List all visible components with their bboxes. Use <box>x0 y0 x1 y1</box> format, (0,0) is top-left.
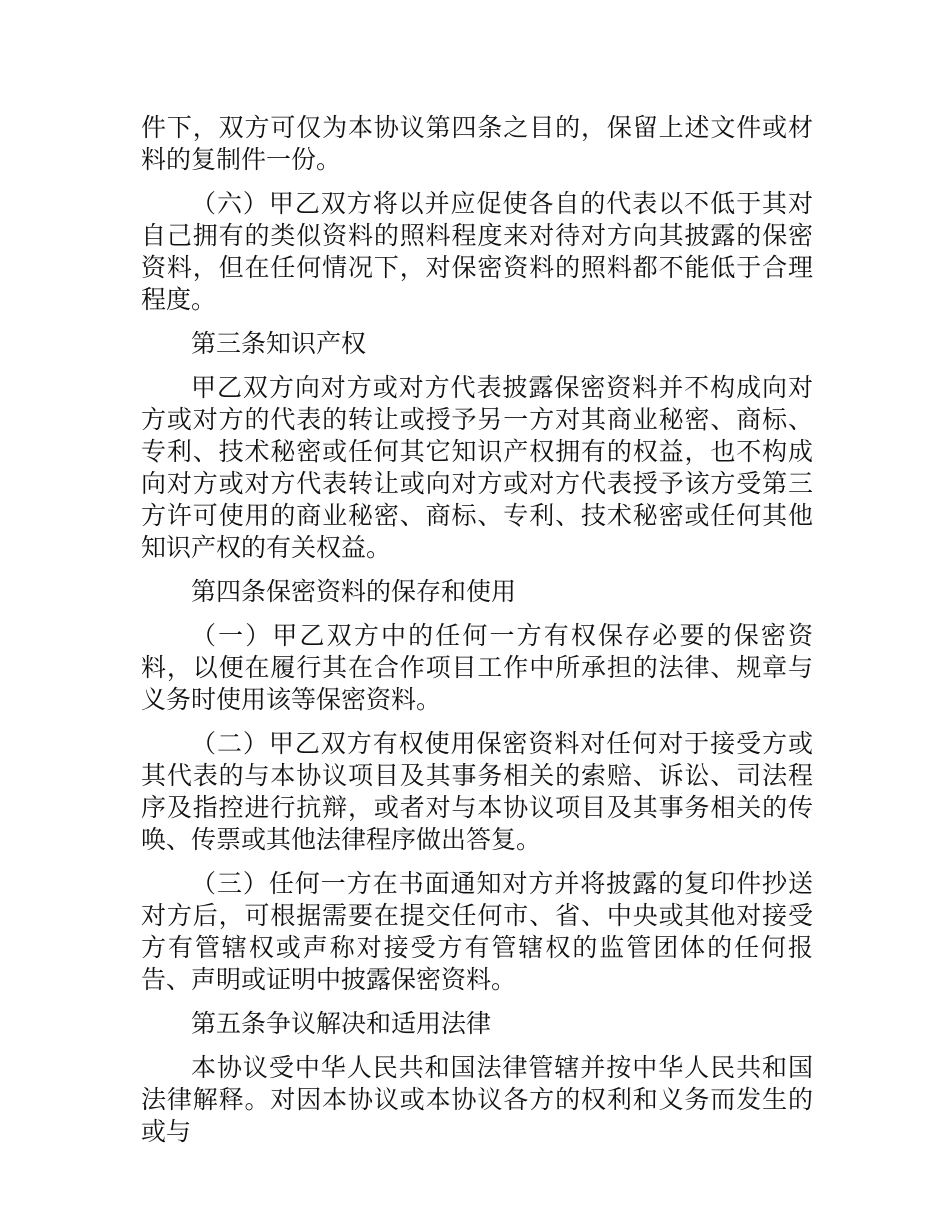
paragraph-article-4-clause-3: （三）任何一方在书面通知对方并将披露的复印件抄送对方后，可根据需要在提交任何市、省、中央或其他对接受方有管辖权或声称对接受方有管辖权的监管团体的任何报告、声明或证明中披露保密资料。 <box>141 869 813 994</box>
document-body <box>141 112 813 1160</box>
article-5-heading: 第五条争议解决和适用法律 <box>191 1009 492 1038</box>
paragraph-article-4-clause-1: （一）甲乙双方中的任何一方有权保存必要的保密资料，以便在履行其在合作项目工作中所承担的法律、规章与义务时使用该等保密资料。 <box>141 621 813 714</box>
article-3-heading: 第三条知识产权 <box>191 329 367 358</box>
paragraph-continued: 件下，双方可仅为本协议第四条之目的，保留上述文件或材料的复制件一份。 <box>141 113 813 174</box>
paragraph-article-3: 甲乙双方向对方或对方代表披露保密资料并不构成向对方或对方的代表的转让或授予另一方对其商业秘密、商标、专利、技术秘密或任何其它知识产权拥有的权益，也不构成向对方或对方代表转让或向对方或对方代表授予该方受第三方许可使用的商业秘密、商标、专利、技术秘密或任何其他知识产权的有关权益。 <box>141 373 813 562</box>
paragraph-article-5: 本协议受中华人民共和国法律管辖并按中华人民共和国法律解释。对因本协议或本协议各方的权利和义务而发生的或与 <box>141 1053 813 1146</box>
paragraph-clause-6: （六）甲乙双方将以并应促使各自的代表以不低于其对自己拥有的类似资料的照料程度来对待对方向其披露的保密资料，但在任何情况下，对保密资料的照料都不能低于合理程度。 <box>141 189 813 314</box>
paragraph-article-4-clause-2: （二）甲乙双方有权使用保密资料对任何对于接受方或其代表的与本协议项目及其事务相关的索赔、诉讼、司法程序及指控进行抗辩，或者对与本协议项目及其事务相关的传唤、传票或其他法律程序做出答复。 <box>141 729 813 854</box>
article-4-heading: 第四条保密资料的保存和使用 <box>191 577 517 606</box>
